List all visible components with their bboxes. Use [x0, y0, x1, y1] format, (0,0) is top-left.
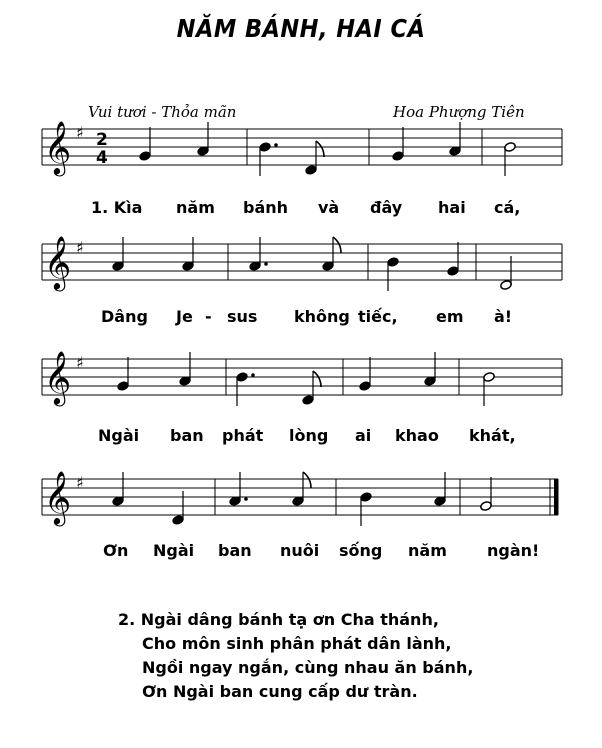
- lyric-syllable: à!: [494, 307, 513, 326]
- note-b4-quarter: [360, 492, 373, 503]
- key-signature-sharp-icon: ♯: [76, 353, 84, 372]
- note-g4-half: [480, 501, 493, 512]
- verse-2-line-4: Ơn Ngài ban cung cấp dư tràn.: [142, 682, 418, 701]
- augmentation-dot: [274, 143, 278, 147]
- lyric-syllable: tiếc,: [358, 307, 398, 326]
- lyric-syllable: Ơn: [103, 541, 129, 560]
- lyric-syllable: đây: [370, 198, 403, 217]
- lyrics-line-4: [0, 541, 602, 561]
- treble-clef-icon: 𝄞: [44, 350, 72, 404]
- note-g4-quarter: [359, 381, 372, 392]
- verse-2-line-1: 2. Ngài dâng bánh tạ ơn Cha thánh,: [118, 610, 439, 629]
- lyric-syllable: phát: [222, 426, 264, 445]
- augmentation-dot: [251, 373, 255, 377]
- lyric-syllable: Dâng: [101, 307, 148, 326]
- note-g4-quarter: [447, 266, 460, 277]
- lyrics-line-3: [0, 426, 602, 446]
- lyric-syllable: sống: [339, 541, 383, 560]
- key-signature-sharp-icon: ♯: [76, 473, 84, 492]
- treble-clef-icon: 𝄞: [44, 470, 72, 524]
- lyric-syllable: năm: [408, 541, 447, 560]
- lyric-syllable: em: [436, 307, 464, 326]
- treble-clef-icon: 𝄞: [44, 235, 72, 289]
- lyric-syllable: khao: [395, 426, 439, 445]
- lyric-syllable: hai: [438, 198, 466, 217]
- eighth-flag: [333, 237, 341, 253]
- lyric-syllable: khát,: [469, 426, 516, 445]
- lyric-syllable: không: [294, 307, 350, 326]
- note-g4-quarter: [392, 151, 405, 162]
- note-d4-quarter: [172, 515, 185, 526]
- augmentation-dot: [244, 497, 248, 501]
- lyric-syllable: và: [318, 198, 340, 217]
- notes: [117, 352, 562, 406]
- lyric-syllable: cá,: [494, 198, 521, 217]
- verse-2-line-2: Cho môn sinh phân phát dân lành,: [142, 634, 452, 653]
- note-b4-half: [483, 372, 496, 383]
- lyric-syllable: ban: [218, 541, 252, 560]
- note-d4-eighth: [305, 165, 318, 176]
- staff-system-1: [0, 105, 602, 195]
- lyric-syllable: ngàn!: [487, 541, 540, 560]
- note-g4-quarter: [139, 151, 152, 162]
- lyric-syllable: sus: [227, 307, 258, 326]
- augmentation-dot: [264, 262, 268, 266]
- lyric-syllable: Ngài: [98, 426, 140, 445]
- lyric-syllable: Ngài: [153, 541, 195, 560]
- lyric-syllable: ban: [170, 426, 204, 445]
- eighth-flag: [313, 371, 321, 387]
- note-g4-quarter: [117, 381, 130, 392]
- notes: [139, 122, 562, 176]
- tempo-marking: Vui tươi - Thỏa mãn: [88, 103, 237, 121]
- composer-name: Hoa Phượng Tiên: [393, 103, 525, 121]
- staff-lines: [42, 129, 562, 165]
- note-b4-quarter: [387, 257, 400, 268]
- verse-2-line-3: Ngồi ngay ngắn, cùng nhau ăn bánh,: [142, 658, 474, 677]
- note-d4-half: [500, 280, 513, 291]
- staff-system-3: [0, 335, 602, 425]
- lyric-syllable: nuôi: [280, 541, 320, 560]
- lyric-syllable: Je: [176, 307, 193, 326]
- lyric-syllable: bánh: [243, 198, 289, 217]
- verse-2: [118, 608, 473, 704]
- staff-system-4: [0, 455, 602, 545]
- treble-clef-icon: 𝄞: [44, 120, 72, 174]
- note-b4-dotted-quarter: [236, 372, 249, 383]
- time-signature-bottom: 4: [96, 148, 108, 168]
- song-title: NĂM BÁNH, HAI CÁ: [176, 14, 426, 43]
- eighth-flag: [316, 141, 324, 157]
- key-signature-sharp-icon: ♯: [76, 123, 84, 142]
- note-b4-half: [504, 142, 517, 153]
- notes: [112, 237, 562, 291]
- lyric-syllable: năm: [176, 198, 215, 217]
- final-barline-thick: [554, 479, 559, 515]
- time-signature-top: 2: [96, 130, 108, 150]
- lyric-syllable: -: [205, 307, 212, 326]
- eighth-flag: [303, 472, 311, 488]
- lyric-syllable: 1. Kìa: [91, 198, 143, 217]
- lyric-syllable: ai: [355, 426, 372, 445]
- note-d4-eighth: [302, 395, 315, 406]
- notes: [112, 472, 559, 526]
- lyrics-line-2: [0, 307, 602, 327]
- key-signature-sharp-icon: ♯: [76, 238, 84, 257]
- staff-system-2: [0, 220, 602, 310]
- lyric-syllable: lòng: [289, 426, 329, 445]
- lyrics-line-1: [0, 198, 602, 218]
- note-b4-dotted-quarter: [259, 142, 272, 153]
